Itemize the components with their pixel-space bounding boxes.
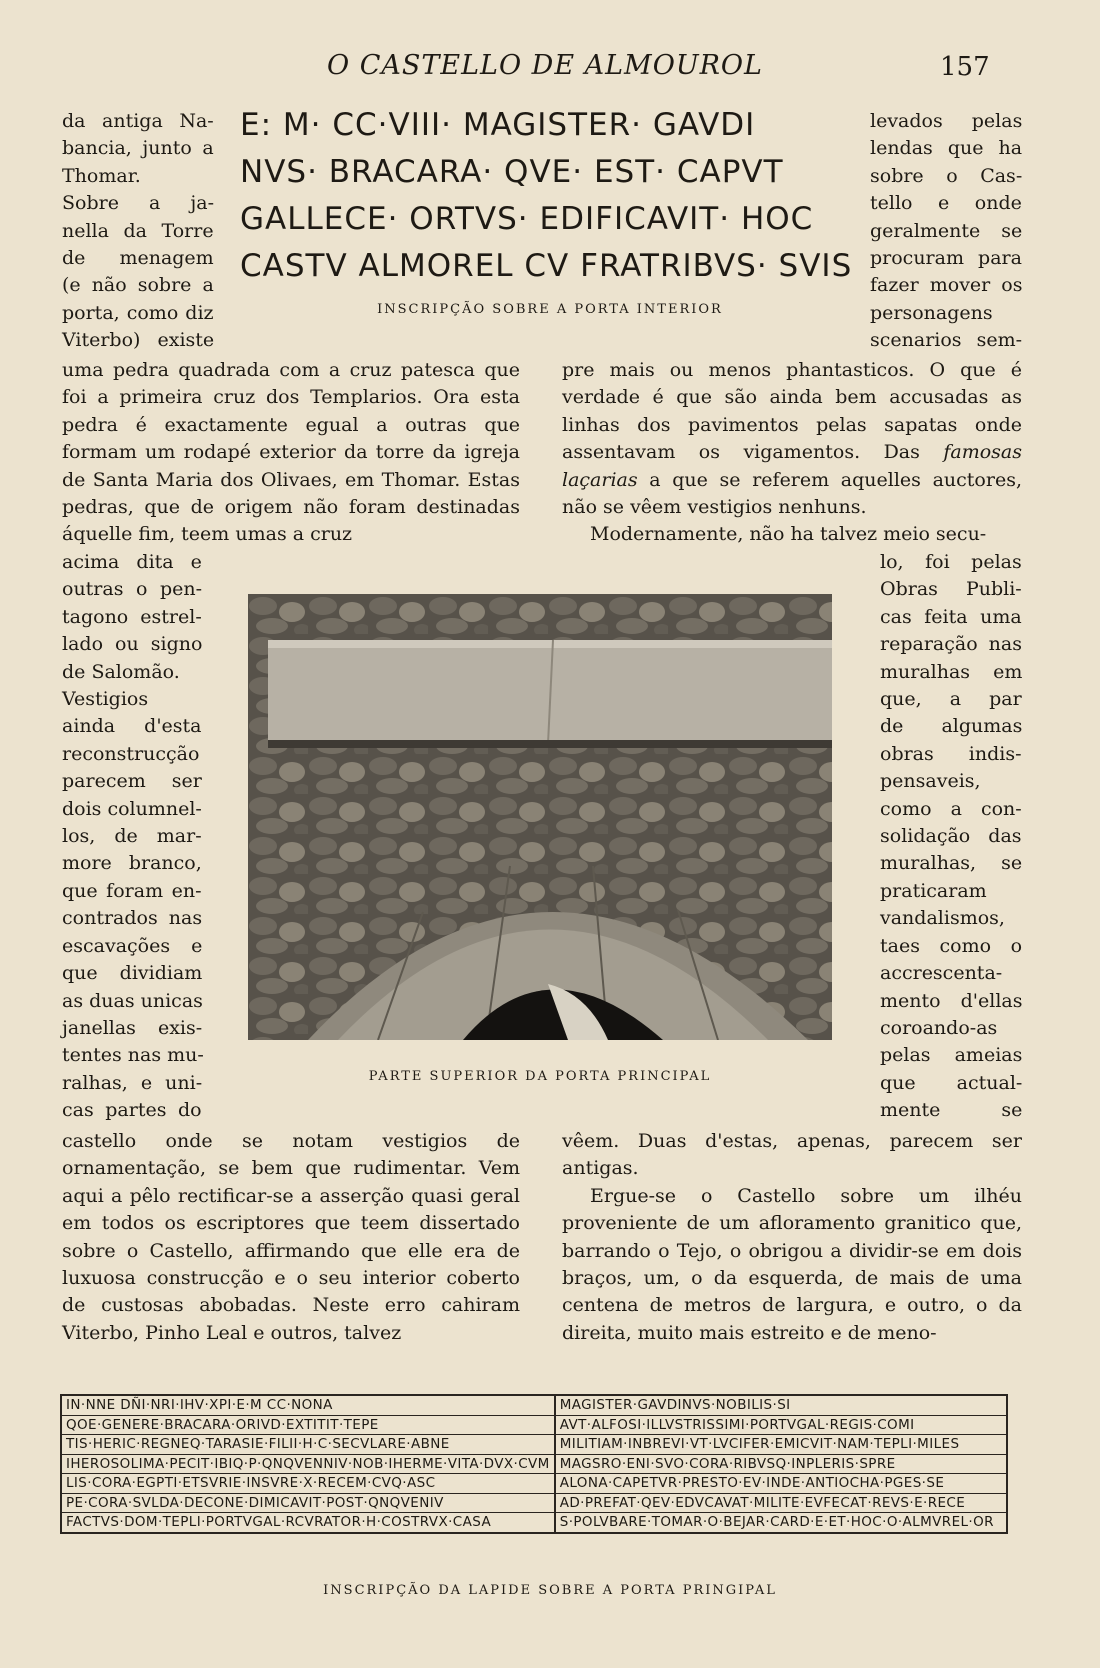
text-line: pensaveis, [880,770,981,793]
paragraph: Ergue-se o Castello sobre um ilhéu proveniente de um afloramento granitico que, barrando o Tejo, o obrigou a dividir-se em dois braços, um, o da esquerda, de mais de uma centena de metros de largura, e outro, o da direita, muito mais estreito e de meno- [562,1184,1022,1344]
italic-text: famosas laçarias [562,441,1022,491]
lapide-cell: TIS·HERIC·REGNEQ·TARASIE·FILII·H·C·SECVLARE·ABNE [61,1435,555,1455]
text-line: janellas exis- [62,1016,203,1039]
text-line: Obras Publi- [880,578,1022,601]
lapide-cell: MAGISTER·GAVDINVS·NOBILIS·SI [555,1395,1007,1415]
text-line: obras indis- [880,742,1022,765]
text-line: lado ou signo [62,633,203,656]
text-line: fazer mover os [870,274,1023,297]
top-inscription [240,102,853,290]
text-line: da antiga Na- [62,110,214,132]
text-line: dois columnel- [62,797,202,820]
inscription-line: CASTV ALMOREL CV FRATRIBVS· SVIS [240,248,853,284]
text-line: personagens [870,301,993,324]
text-line: bancia, junto a [62,137,214,160]
paragraph: Modernamente, não ha talvez meio secu- [590,523,987,546]
lapide-cell: MAGSRO·ENI·SVO·CORA·RIBVSQ·INPLERIS·SPRE [555,1454,1007,1474]
lapide-cell: AVT·ALFOSI·ILLVSTRISSIMI·PORTVGAL·REGIS·COMI [555,1415,1007,1435]
text-line: as duas unicas [62,989,203,1012]
text-line: Thomar. [62,164,141,187]
photo-caption: PARTE SUPERIOR DA PORTA PRINCIPAL [368,1069,712,1084]
right-middle-paragraph [562,357,1022,549]
text-line: taes como o [880,934,1023,957]
text-line: de algumas [880,715,1023,738]
text-line: escavações e [62,934,203,957]
text-line: que dividiam [62,962,203,985]
lapide-caption: INSCRIPÇÃO DA LAPIDE SOBRE A PORTA PRINGIPAL [323,1583,777,1598]
text-line: que actual- [880,1071,1023,1094]
left-bottom-paragraph [62,1128,520,1347]
lapide-cell: AD·PREFAT·QEV·EDVCAVAT·MILITE·EVFECAT·REVS·E·RECE [555,1493,1007,1513]
lapide-cell: IHEROSOLIMA·PECIT·IBIQ·P·QNQVENNIV·NOB·IHERME·VITA·DVX·CVM [61,1454,555,1474]
text-line: cas feita uma [880,605,1022,628]
paragraph: vêem. Duas d'estas, apenas, parecem ser antigas. [562,1130,1022,1180]
inscription-line: NVS· BRACARA· QVE· EST· CAPVT [240,154,784,190]
text-line: que, a par [880,688,1022,711]
lapide-row [61,1493,1007,1513]
lapide-cell: S·POLVBARE·TOMAR·O·BEJAR·CARD·E·ET·HOC·O·ALMVREL·OR [559,1514,994,1531]
text-line: que foram en- [62,879,202,902]
lapide-cell: MILITIAM·INBREVI·VT·LVCIFER·EMICVIT·NAM·TEPLI·MILES [555,1435,1007,1455]
lapide-row [61,1395,1007,1415]
page-number: 157 [940,52,990,82]
lapide-cell: QOE·GENERE·BRACARA·ORIVD·EXTITIT·TEPE [61,1415,555,1435]
text-line: vandalismos, [880,907,1005,930]
inscription-line: GALLECE· ORTVS· EDIFICAVIT· HOC [240,201,814,237]
lapide-cell: FACTVS·DOM·TEPLI·PORTVGAL·RCVRATOR·H·COSTRVX·CASA [61,1513,555,1533]
lapide-row [61,1513,1007,1533]
text-line: acima dita e [62,551,202,573]
text-line: tentes nas mu- [62,1044,204,1067]
text-line: tagono estrel- [62,605,202,628]
right-bottom-paragraphs [562,1128,1022,1347]
left-top-column [62,108,214,355]
paragraph: uma pedra quadrada com a cruz patesca que foi a primeira cruz dos Templarios. Ora esta pedra é exactamente egual a outras que formam um rodapé exterior da torre da igreja de Santa Maria dos Olivaes, em Thomar. Estas pedras, que de origem não foram destinadas áquelle fim, teem umas a cruz [62,359,520,546]
text-line: lo, foi pelas [880,551,1022,573]
text-line: cas partes do [62,1099,202,1122]
inscription-caption: INSCRIPÇÃO SOBRE A PORTA INTERIOR [377,302,723,317]
text-line: Vestigios [62,688,149,711]
left-narrow-column [62,549,202,1125]
text-line: scenarios sem- [870,329,1023,352]
lapide-row [61,1474,1007,1494]
text-line: muralhas em [880,660,1023,683]
right-narrow-column [880,549,1022,1125]
text-line: (e não sobre a [62,274,214,297]
text-line: nella da Torre [62,219,214,242]
photo-image [248,594,832,1040]
text-line: contrados nas [62,907,203,930]
text-run: pre mais ou menos phantasticos. O que é verdade é que são ainda bem accusadas as linhas dos pavimentos pelas sapatas onde assentavam os vigamentos. Das [562,359,1022,464]
text-line: mente se [880,1099,1023,1122]
lapide-row [61,1415,1007,1435]
text-line: coroando-as [880,1016,998,1039]
text-line: praticaram [880,879,987,902]
text-line: levados pelas [870,110,1023,132]
text-line: Sobre a ja- [62,192,214,215]
left-middle-paragraph [62,357,520,549]
text-line: geralmente se [870,219,1023,242]
lapide-cell: LIS·CORA·EGPTI·ETSVRIE·INSVRE·X·RECEM·CVQ·ASC [61,1474,555,1494]
text-line: parecem ser [62,770,202,793]
text-run: a que se referem aquelles auctores, não se vêem vestigios nenhuns. [562,468,1022,519]
lapide-cell: PE·CORA·SVLDA·DECONE·DIMICAVIT·POST·QNQVENIV [61,1493,555,1513]
paragraph: castello onde se notam vestigios de ornamentação, se bem que rudimentar. Vem aqui a pêlo rectificar-se a asserção quasi geral em todos os escriptores que teem dissertado sobre o Castello, affirmando que elle era de luxuosa construcção e o seu interior coberto de custosas abobadas. Neste erro cahiram Viterbo, Pinho Leal e outros, talvez [62,1130,520,1344]
text-line: muralhas, se [880,852,1023,875]
text-line: de Salomão. [62,660,180,683]
text-line: mento d'ellas [880,989,1023,1012]
right-top-column [870,108,1022,355]
text-line: reparação nas [880,633,1022,656]
lapide-row [61,1435,1007,1455]
running-title: O CASTELLO DE ALMOUROL [327,50,763,81]
paragraph [562,357,1022,521]
text-line: reconstrucção [62,742,200,765]
text-line: Viterbo) existe [62,329,215,352]
lapide-cell: IN·NNE DÑI·NRI·IHV·XPI·E·M CC·NONA [61,1395,555,1415]
inscription-line: E: M· CC·VIII· MAGISTER· GAVDI [240,107,756,143]
lapide-inscription-table [60,1394,1008,1534]
lapide-cell: ALONA·CAPETVR·PRESTO·EV·INDE·ANTIOCHA·PGES·SE [555,1474,1007,1494]
text-line: tello e onde [870,192,1022,215]
text-line: sobre o Cas- [870,164,1023,187]
lapide-row [61,1454,1007,1474]
photo-porta-principal [248,594,832,1040]
text-line: procuram para [870,247,1022,270]
text-line: solidação das [880,825,1022,848]
text-line: more branco, [62,852,202,875]
text-line: lendas que ha [870,137,1023,160]
text-line: outras o pen- [62,578,203,601]
text-line: como a con- [880,797,1022,820]
text-line: porta, como diz [62,301,214,324]
text-line: ralhas, e uni- [62,1071,203,1094]
text-line: accrescenta- [880,962,1003,985]
text-line: los, de mar- [62,825,202,848]
text-line: de menagem [62,247,214,270]
text-line: ainda d'esta [62,715,202,738]
text-line: pelas ameias [880,1044,1023,1067]
